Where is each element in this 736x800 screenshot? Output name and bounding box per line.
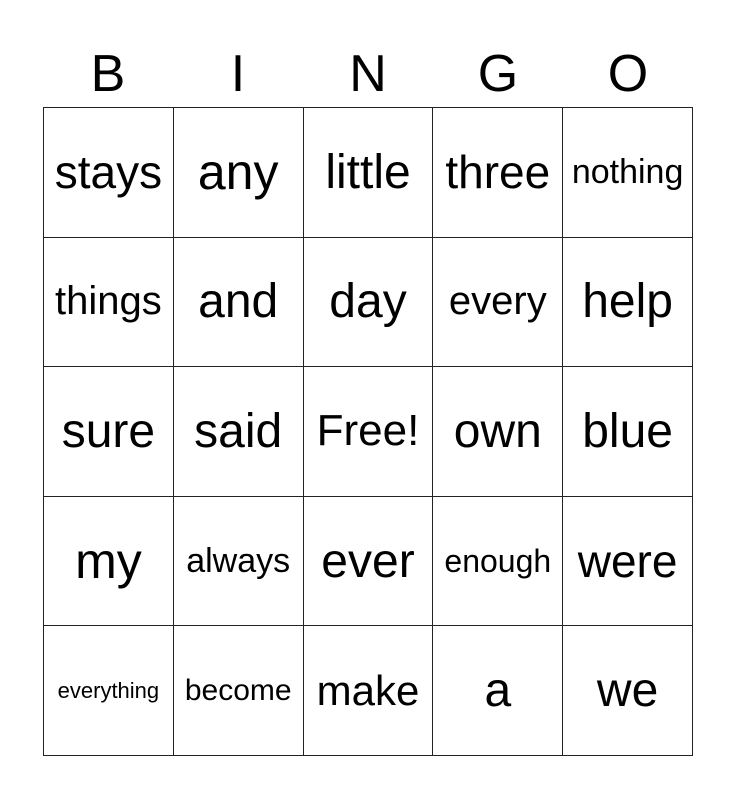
bingo-cell[interactable]: own	[433, 367, 563, 497]
bingo-cell[interactable]: were	[563, 497, 693, 627]
bingo-cell[interactable]: nothing	[563, 108, 693, 238]
bingo-cell[interactable]: sure	[44, 367, 174, 497]
bingo-cell[interactable]: things	[44, 238, 174, 368]
bingo-cell[interactable]: ever	[304, 497, 434, 627]
bingo-cell[interactable]: enough	[433, 497, 563, 627]
bingo-cell[interactable]: every	[433, 238, 563, 368]
bingo-cell[interactable]: any	[174, 108, 304, 238]
free-space-cell[interactable]: Free!	[304, 367, 434, 497]
bingo-cell[interactable]: day	[304, 238, 434, 368]
header-letter-b: B	[90, 45, 126, 103]
header-letter-g: G	[477, 45, 519, 103]
bingo-cell[interactable]: stays	[44, 108, 174, 238]
header-letter-i: I	[230, 45, 246, 103]
bingo-cell[interactable]: three	[433, 108, 563, 238]
bingo-cell[interactable]: we	[563, 626, 693, 756]
bingo-header	[43, 44, 693, 104]
header-letter-n: N	[349, 45, 387, 103]
bingo-cell[interactable]: and	[174, 238, 304, 368]
bingo-cell[interactable]: help	[563, 238, 693, 368]
bingo-cell[interactable]: make	[304, 626, 434, 756]
bingo-cell[interactable]: said	[174, 367, 304, 497]
bingo-cell[interactable]: blue	[563, 367, 693, 497]
bingo-cell[interactable]: always	[174, 497, 304, 627]
bingo-cell[interactable]: a	[433, 626, 563, 756]
bingo-cell[interactable]: everything	[44, 626, 174, 756]
bingo-grid	[43, 107, 693, 756]
header-letter-o: O	[607, 45, 649, 103]
bingo-cell[interactable]: little	[304, 108, 434, 238]
bingo-cell[interactable]: become	[174, 626, 304, 756]
bingo-cell[interactable]: my	[44, 497, 174, 627]
